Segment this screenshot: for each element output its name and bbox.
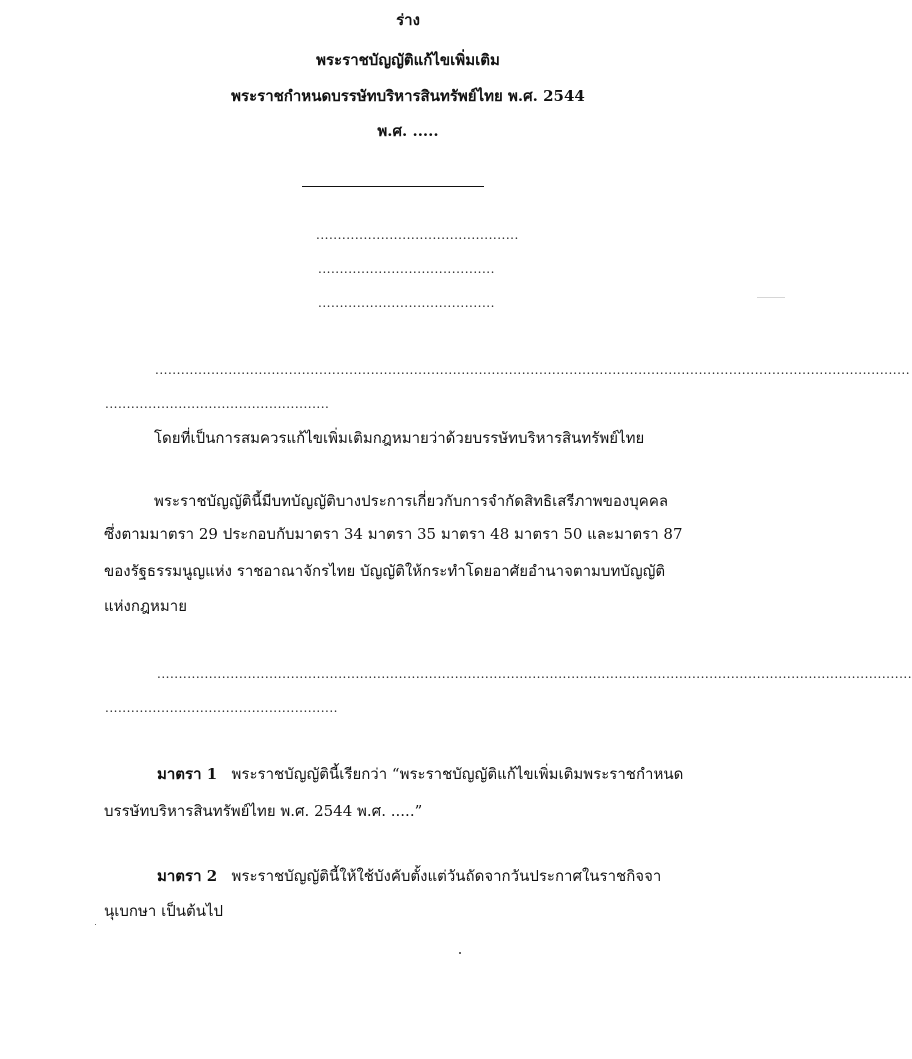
section-2-label: มาตรา 2 bbox=[157, 867, 218, 885]
signature-dots-2: ......................................... bbox=[318, 262, 495, 276]
title-rule bbox=[302, 186, 484, 187]
section-1-line-2: บรรษัทบริหารสินทรัพย์ไทย พ.ศ. 2544 พ.ศ. .....” bbox=[104, 802, 423, 820]
scan-speck-2 bbox=[95, 924, 96, 925]
section-1-line-1 bbox=[157, 764, 683, 784]
preamble-dots-1: ............................................................................................................................................................................... bbox=[155, 363, 911, 377]
scan-speck bbox=[459, 952, 461, 954]
section-2-text-1: พระราชบัญญัตินี้ให้ใช้บังคับตั้งแต่วันถัดจากวันประกาศในราชกิจจา bbox=[231, 867, 662, 885]
section-2-line-1 bbox=[157, 866, 661, 886]
scan-mark bbox=[757, 297, 785, 298]
title-line-1: พระราชบัญญัติแก้ไขเพิ่มเติม bbox=[316, 51, 500, 69]
restriction-line-2: ซึ่งตามมาตรา 29 ประกอบกับมาตรา 34 มาตรา 35 มาตรา 48 มาตรา 50 และมาตรา 87 bbox=[104, 525, 683, 543]
signature-dots-1: ............................................... bbox=[316, 228, 519, 242]
section-2-line-2: นุเบกษา เป็นต้นไป bbox=[104, 902, 224, 920]
restriction-line-4: แห่งกฎหมาย bbox=[104, 597, 188, 615]
year-line: พ.ศ. ..... bbox=[377, 122, 439, 140]
preamble-reason: โดยที่เป็นการสมควรแก้ไขเพิ่มเติมกฎหมายว่าด้วยบรรษัทบริหารสินทรัพย์ไทย bbox=[154, 429, 645, 447]
restriction-line-1: พระราชบัญญัตินี้มีบทบัญญัติบางประการเกี่ยวกับการจำกัดสิทธิเสรีภาพของบุคคล bbox=[154, 492, 669, 510]
restriction-line-3: ของรัฐธรรมนูญแห่ง ราชอาณาจักรไทย บัญญัติให้กระทำโดยอาศัยอำนาจตามบทบัญญัติ bbox=[104, 562, 666, 580]
enactment-dots-1: ............................................................................................................................................................................... bbox=[157, 667, 912, 681]
enactment-dots-2: ...................................................... bbox=[105, 701, 338, 715]
draft-label: ร่าง bbox=[396, 11, 420, 29]
preamble-dots-2: .................................................... bbox=[105, 397, 330, 411]
section-1-label: มาตรา 1 bbox=[157, 765, 218, 783]
signature-dots-3: ......................................... bbox=[318, 296, 495, 310]
section-1-text-1: พระราชบัญญัตินี้เรียกว่า “พระราชบัญญัติแก้ไขเพิ่มเติมพระราชกำหนด bbox=[231, 765, 684, 783]
title-line-2: พระราชกำหนดบรรษัทบริหารสินทรัพย์ไทย พ.ศ. 2544 bbox=[231, 87, 585, 105]
